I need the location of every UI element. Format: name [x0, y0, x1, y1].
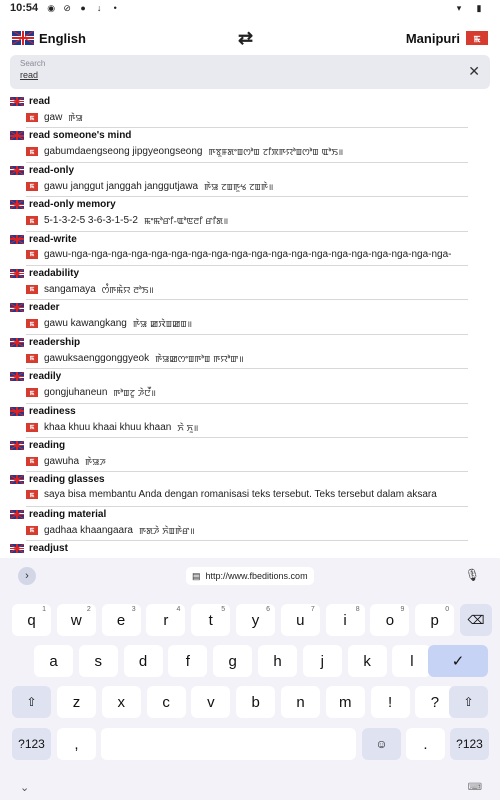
- key-label: a: [49, 652, 58, 670]
- key-hint: 5: [221, 606, 226, 613]
- uk-flag-icon: [10, 544, 24, 553]
- list-item[interactable]: [0, 128, 500, 162]
- entry-word-row: [10, 406, 76, 417]
- list-item[interactable]: [0, 404, 500, 438]
- list-item[interactable]: [0, 266, 500, 300]
- clipboard-suggestion[interactable]: [186, 567, 314, 585]
- target-language-label: Manipuri: [405, 30, 460, 46]
- key-q[interactable]: [12, 604, 51, 636]
- entry-word-row: [10, 474, 105, 485]
- key-hint: 8: [355, 606, 360, 613]
- key-label: ?123: [456, 737, 483, 751]
- key-label: !: [388, 693, 393, 711]
- key-label: r: [163, 611, 169, 629]
- key-label: e: [116, 611, 126, 629]
- entry-translation-row: [26, 455, 494, 468]
- manipur-flag-icon: ꯃ: [26, 319, 38, 328]
- entry-meitei-script: ꯒꯕꯨꯝꯗꯦꯡꯁꯣꯡ ꯖꯤꯞꯒꯌꯣꯡꯁꯣꯡ ꯑꯣꯏ॥: [208, 148, 344, 159]
- entry-translation-row: [26, 249, 494, 260]
- key-label: c: [162, 693, 170, 711]
- source-language-selector[interactable]: [12, 31, 86, 46]
- entry-word: reader: [29, 302, 60, 314]
- check-icon: ✓: [451, 653, 465, 670]
- entry-word: readability: [29, 267, 80, 279]
- vpn-icon: ●: [80, 3, 86, 13]
- clipboard-text: http://www.fbeditions.com: [205, 571, 308, 581]
- entry-transliteration: gaw: [44, 112, 63, 123]
- shift-icon: ⇧: [26, 695, 37, 709]
- manipur-flag-icon: ꯃ: [466, 31, 488, 45]
- list-item[interactable]: [0, 163, 500, 197]
- key-label: ?123: [18, 737, 45, 751]
- shift-key-left[interactable]: [12, 686, 51, 718]
- uk-flag-icon: [10, 200, 24, 209]
- key-label: n: [296, 693, 305, 711]
- key-b[interactable]: [236, 686, 275, 718]
- key-label: d: [138, 652, 148, 670]
- entry-translation-row: [26, 145, 494, 158]
- key-c[interactable]: [147, 686, 186, 718]
- uk-flag-icon: [10, 441, 24, 450]
- entry-meitei-script: ꯈꯥ ꯈꯨ॥: [177, 423, 199, 434]
- uk-flag-icon: [12, 31, 34, 45]
- entry-translation-row: [26, 421, 494, 434]
- search-placeholder: Search: [20, 59, 46, 68]
- key-r[interactable]: [146, 604, 185, 636]
- entry-meitei-script: ꯒꯥꯎꯍ: [85, 457, 106, 468]
- key-label: w: [70, 611, 82, 629]
- entry-word-row: [10, 543, 68, 554]
- target-language-selector[interactable]: [406, 31, 488, 46]
- download-icon: ↓: [96, 3, 102, 13]
- key-w[interactable]: [57, 604, 96, 636]
- entry-word: readiness: [29, 405, 76, 417]
- signal-icon: ◉: [47, 2, 56, 13]
- key-label: .: [423, 735, 428, 753]
- emoji-key[interactable]: [362, 728, 401, 760]
- key-hint: 7: [310, 606, 315, 613]
- key-hint: 0: [445, 606, 450, 613]
- manipur-flag-icon: ꯃ: [26, 285, 38, 294]
- entry-meitei-script: ꯒꯥꯎꯀꯁꯦꯡꯒꯣꯡ ꯒꯌꯣꯛ॥: [155, 354, 244, 365]
- list-item[interactable]: [0, 472, 500, 506]
- entry-transliteration: khaa khuu khaai khuu khaan: [44, 421, 172, 433]
- key-label: x: [117, 693, 126, 711]
- key-label: b: [251, 693, 260, 711]
- entry-translation-row: [26, 352, 494, 365]
- list-item[interactable]: [0, 94, 500, 128]
- entry-word: read-write: [29, 233, 77, 245]
- key-e[interactable]: [102, 604, 141, 636]
- entry-word-row: [10, 96, 50, 107]
- entry-translation-row: [26, 180, 494, 193]
- language-header: [0, 24, 500, 52]
- entry-transliteration: gawu-nga-nga-nga-nga-nga-nga-nga-nga-nga-nga-nga-nga-nga-nga-nga-nga-nga-nga-nga-: [44, 248, 452, 260]
- manipur-flag-icon: ꯃ: [26, 388, 38, 397]
- manipur-flag-icon: ꯃ: [26, 250, 38, 259]
- entry-word: read someone's mind: [29, 130, 132, 142]
- symbols-key[interactable]: [12, 728, 51, 760]
- battery-icon: ▮: [476, 2, 482, 13]
- manipur-flag-icon: ꯃ: [26, 490, 38, 499]
- shift-icon: ⇧: [463, 695, 474, 709]
- list-item[interactable]: [0, 232, 500, 266]
- key-v[interactable]: [191, 686, 230, 718]
- key-label: m: [339, 693, 352, 711]
- emoji-icon: ☺: [375, 737, 388, 751]
- entry-translation-row: [26, 283, 494, 296]
- space-key[interactable]: [101, 728, 356, 760]
- search-box[interactable]: [10, 55, 490, 89]
- key-k[interactable]: [348, 645, 387, 677]
- key-label: i: [343, 611, 347, 629]
- entry-word: reading: [29, 439, 66, 451]
- results-list: [0, 94, 500, 556]
- manipur-flag-icon: ꯃ: [26, 113, 38, 122]
- entry-word-row: [10, 371, 61, 382]
- key-a[interactable]: [34, 645, 73, 677]
- navigation-bar: [0, 778, 500, 800]
- uk-flag-icon: [10, 338, 24, 347]
- symbols-key-right[interactable]: [450, 728, 489, 760]
- list-item[interactable]: [0, 541, 500, 556]
- wifi-icon: ▾: [456, 2, 462, 13]
- key-label: o: [385, 611, 395, 629]
- entry-transliteration: gongjuhaneun: [44, 387, 108, 399]
- shift-key-right[interactable]: [449, 686, 488, 718]
- key-hint: 1: [42, 606, 46, 613]
- key-hint: 4: [176, 606, 181, 613]
- key-i[interactable]: [326, 604, 365, 636]
- key-hint: 2: [86, 606, 91, 613]
- entry-meitei-script: ꯒꯥꯎ ꯖꯡꯒꯨꯠ ꯖꯡꯒꯥ॥: [204, 182, 274, 193]
- entry-word: readjust: [29, 543, 68, 555]
- clipboard-icon: ▤: [192, 570, 201, 581]
- key-label: y: [251, 611, 260, 629]
- key-label: ,: [74, 735, 79, 753]
- comma-key[interactable]: [57, 728, 96, 760]
- key-o[interactable]: [370, 604, 409, 636]
- entry-translation-row: [26, 489, 494, 500]
- entry-word-row: [10, 165, 74, 176]
- key-label: ?: [430, 693, 440, 711]
- key-label: j: [320, 652, 324, 670]
- entry-transliteration: gawu janggut janggah janggutjawa: [44, 180, 199, 192]
- entry-transliteration: gawu kawangkang: [44, 318, 127, 330]
- backspace-icon: ⌫: [467, 613, 485, 627]
- key-label: v: [207, 693, 215, 711]
- dnd-icon: ⊘: [63, 2, 71, 13]
- entry-meitei-script: ꯁꯪꯒꯃꯥꯌ ꯂꯣꯏ॥: [101, 285, 154, 296]
- status-bar: [0, 0, 500, 16]
- uk-flag-icon: [10, 372, 24, 381]
- entry-transliteration: gadhaa khaangaara: [44, 524, 133, 536]
- status-time: 10:54: [10, 2, 39, 14]
- entry-translation-row: [26, 317, 494, 330]
- key-exclamation[interactable]: [371, 686, 410, 718]
- key-label: u: [296, 611, 305, 629]
- key-h[interactable]: [258, 645, 297, 677]
- entry-word: read-only: [29, 164, 75, 176]
- key-label: k: [363, 652, 371, 670]
- manipur-flag-icon: ꯃ: [26, 526, 38, 535]
- key-label: q: [27, 611, 36, 629]
- key-label: t: [208, 611, 213, 629]
- list-item[interactable]: [0, 507, 500, 541]
- close-icon[interactable]: ✕: [468, 63, 480, 79]
- entry-word-row: [10, 268, 79, 279]
- uk-flag-icon: [10, 235, 24, 244]
- key-s[interactable]: [79, 645, 118, 677]
- entry-word-row: [10, 337, 80, 348]
- entry-transliteration: 5-1-3-2-5 3-6-3-1-5-2: [44, 215, 138, 227]
- entry-word-row: [10, 234, 77, 245]
- entry-transliteration: gawuksaenggonggyeok: [44, 352, 150, 364]
- uk-flag-icon: [10, 475, 24, 484]
- key-hint: 6: [266, 606, 270, 613]
- key-l[interactable]: [392, 645, 431, 677]
- manipur-flag-icon: ꯃ: [26, 423, 38, 432]
- period-key[interactable]: [406, 728, 445, 760]
- key-j[interactable]: [303, 645, 342, 677]
- entry-word: reading material: [29, 508, 107, 520]
- dot-icon: •: [113, 3, 117, 13]
- list-item[interactable]: [0, 335, 500, 369]
- entry-translation-row: [26, 386, 494, 399]
- manipur-flag-icon: ꯃ: [26, 147, 38, 156]
- key-label: g: [228, 652, 237, 670]
- uk-flag-icon: [10, 131, 24, 140]
- key-f[interactable]: [168, 645, 207, 677]
- key-hint: 3: [131, 606, 136, 613]
- entry-word-row: [10, 130, 131, 141]
- key-d[interactable]: [124, 645, 163, 677]
- entry-transliteration: gabumdaengseong jipgyeongseong: [44, 146, 203, 158]
- manipur-flag-icon: ꯃ: [26, 457, 38, 466]
- entry-translation-row: [26, 214, 494, 227]
- uk-flag-icon: [10, 407, 24, 416]
- key-n[interactable]: [281, 686, 320, 718]
- uk-flag-icon: [10, 269, 24, 278]
- key-t[interactable]: [191, 604, 230, 636]
- entry-word: reading glasses: [29, 474, 105, 486]
- entry-transliteration: sangamaya: [44, 283, 96, 295]
- uk-flag-icon: [10, 166, 24, 175]
- onscreen-keyboard: [0, 558, 500, 800]
- entry-meitei-script: ꯒꯗꯍꯥ ꯈꯥꯡꯒꯥꯔ॥: [138, 526, 195, 537]
- backspace-key[interactable]: [460, 604, 492, 636]
- uk-flag-icon: [10, 97, 24, 106]
- key-label: z: [72, 693, 81, 711]
- keyboard-toolbar: [0, 566, 500, 586]
- manipur-flag-icon: ꯃ: [26, 182, 38, 191]
- entry-translation-row: [26, 111, 494, 124]
- uk-flag-icon: [10, 510, 24, 519]
- keyboard-icon[interactable]: ⌨: [467, 782, 482, 793]
- enter-key[interactable]: [428, 645, 488, 677]
- entry-word-row: [10, 509, 106, 520]
- list-item[interactable]: [0, 438, 500, 472]
- key-g[interactable]: [213, 645, 252, 677]
- search-input[interactable]: read: [20, 70, 39, 80]
- key-label: s: [94, 652, 103, 670]
- entry-meitei-script: ꯃꯦꯃꯣꯔꯤ-ꯑꯣꯟꯂꯤ ꯔꯤꯗ॥: [143, 217, 229, 228]
- entry-word: read-only memory: [29, 199, 116, 211]
- list-item[interactable]: [0, 300, 500, 334]
- entry-word-row: [10, 199, 116, 210]
- entry-meitei-script: ꯒꯥꯎ: [68, 114, 83, 124]
- chevron-down-icon[interactable]: ⌄: [20, 782, 30, 794]
- key-label: l: [410, 652, 414, 670]
- entry-word: read: [29, 96, 51, 107]
- key-u[interactable]: [281, 604, 320, 636]
- entry-transliteration: saya bisa membantu Anda dengan romanisasi teks tersebut. Teks tersebut dalam aksara: [44, 489, 437, 501]
- manipur-flag-icon: ꯃ: [26, 216, 38, 225]
- swap-arrows-icon[interactable]: ⇄: [238, 28, 254, 48]
- uk-flag-icon: [10, 303, 24, 312]
- key-label: f: [185, 652, 190, 670]
- entry-word: readily: [29, 371, 62, 383]
- entry-meitei-script: ꯒꯣꯡꯖꯨ ꯍꯥꯅꯩ॥: [113, 389, 156, 400]
- key-x[interactable]: [102, 686, 141, 718]
- entry-word: readership: [29, 336, 81, 348]
- entry-translation-row: [26, 524, 494, 537]
- entry-word-row: [10, 302, 60, 313]
- key-label: h: [273, 652, 282, 670]
- key-m[interactable]: [326, 686, 365, 718]
- entry-transliteration: gawuha: [44, 455, 80, 467]
- key-hint: 9: [400, 606, 405, 613]
- key-label: p: [430, 611, 439, 629]
- entry-word-row: [10, 440, 65, 451]
- microphone-icon[interactable]: 🎙: [464, 568, 480, 582]
- key-p[interactable]: [415, 604, 454, 636]
- chevron-right-icon[interactable]: ›: [18, 567, 36, 585]
- entry-meitei-script: ꯒꯥꯎ ꯀꯋꯥꯡꯀꯡ॥: [132, 320, 193, 331]
- key-z[interactable]: [57, 686, 96, 718]
- manipur-flag-icon: ꯃ: [26, 354, 38, 363]
- list-item[interactable]: [0, 197, 500, 231]
- list-item[interactable]: [0, 369, 500, 403]
- key-y[interactable]: [236, 604, 275, 636]
- source-language-label: English: [39, 30, 86, 46]
